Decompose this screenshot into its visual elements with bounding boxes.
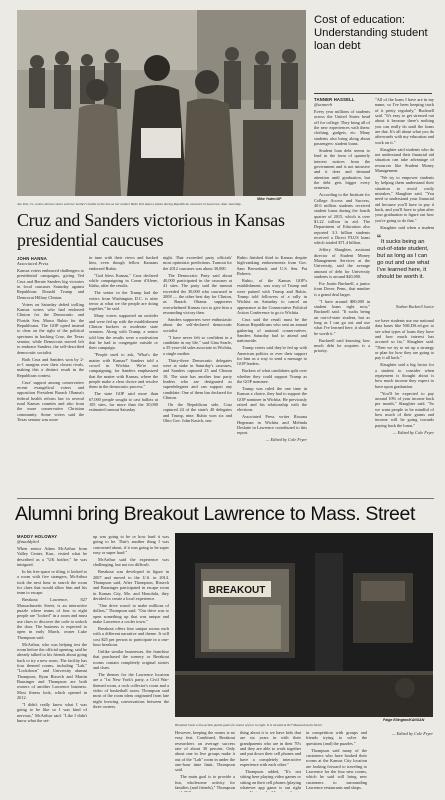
caucus-column-1 [17, 268, 84, 496]
caucus-paragraph: Kansas voters embraced challengers to presidential campaigns, giving Ted Cruz and Bernie Sanders big victories in local caucuses Saturday against Republican Donald Trump and Democrat Hillary Clinton. [17, 268, 84, 300]
breakout-byline-role: @maddyhol [17, 539, 40, 544]
sidebar-paragraph: Every year millions of students across the United States head off for college. They bring all of the new experiences with them: clothing, gadgets, etc. Many students also bring along about passengers: student loans. [314, 109, 370, 147]
sidebar-paragraph: Slaughter said students who do not understand their financial aid situation can take advantage of resources like Student Money Management. [375, 146, 434, 174]
breakout-column-3 [175, 730, 235, 792]
caucus-photo-image [17, 10, 306, 196]
caucus-paragraph: The state GOP said more than 67,000 people sought to cast ballots at 105 sites, far more than the 30,000 estimated turnout Saturday [89, 391, 158, 413]
caucus-paragraph: Rubio, of the Kansas GOP's establishment, was wary of Trump and were pained with Trump and Rubio. Trump told followers of a rally in Wichita on Saturday to cancel an appearance at the Conservative Political Action Conference to go to Wichita. [237, 277, 307, 316]
breakout-paragraph: Thompson said many of the customers who have booked their rooms at the Kansas City location are looking forward to traveling to Lawrence for the four new rooms, which he said will bring new customers to surrounding Lawrence restaurants and shops. [306, 747, 367, 791]
sidebar-headline: Cost of education: Understanding student loan debt [314, 14, 428, 53]
caucus-photo-caption: Jan Tutt, 31, center, dresses shoes with her mother's ballot in the box as her mother Belle Tutt takes a photo during Republican caucuses in Lawrence, Kan. Saturday. [17, 202, 242, 206]
breakout-column-4 [240, 730, 301, 792]
caucus-paragraph: night. That exceeded party officials' most optimistic predictions. Turnout for the 2012 caucuses was about 30,000. [163, 255, 232, 271]
sidebar-paragraph: "We try to empower students by helping them understand their situation to avoid costly mistakes," Slaughter said. "You need to understand your financial aid because you'll have to pay it back, and you'll have to plan after your graduation to figure out how you're going to do that." [375, 175, 434, 223]
caucus-paragraph: Rubio finished third in Kansas despite high-ranking endorsements from Gov. Sam Brownback and U.S. Sen. Pat Roberts. [237, 255, 307, 277]
caucus-paragraph: Backers of what candidates split over whether they could support Trump as the GOP nominee. [237, 368, 307, 384]
sidebar-paragraph: Jeffery Slaughter, assistant director of Student Money Management Services at the University, said the average amount of debt for University students is around $20,000. [314, 247, 370, 280]
breakout-paragraph: In his free space or tiling, it looked to a room with five strangers, McArthur took the next hour to search the room for clues that would allow him and his team to escape. [17, 568, 87, 596]
caucus-paragraph: The Democratic Party said about 40,000 participated in the caucuses at 41 sites. The party said the turnout exceeded the 30,000 who caucused in 2008 — the other best day for Clinton, as Barack Obama supporters overwhelmed Kansas two to give him a resounding victory then. [163, 272, 232, 316]
breakout-paragraph: Unlike similar businesses, the franchise that purchased the scenery or Breakout rooms contain completely original stories and clues. [93, 648, 169, 670]
caucus-column-2 [89, 255, 158, 496]
sidebar-edited-by: — Edited by Cole Fryer [392, 429, 434, 435]
caucus-paragraph: "I have never felt so confident in a candidate in my life," said Gina Searle, a 35-year-old sales associate in Wichita, a single mother. [163, 334, 232, 356]
breakout-photo-credit: Paige Ellington/KANSAN [383, 718, 425, 722]
breakout-byline-name: MADDY HOLOWAY [17, 534, 58, 539]
sidebar-paragraph: we have students use our national data bases like NSLDS.ed.gov to see what types of loans they have and how much interest has accrued so far," Slaughter said. "Then we try to set up a strategy or plan for how they are going to pay it all back." [375, 318, 434, 361]
caucus-headline: Cruz and Sanders victorious in Kansas presidential caucuses [17, 210, 285, 250]
breakout-paragraph: McArthur, who was helping test the room before the official opening, said he already talked to his friends about going back to try a new room. The facility has four themed rooms, including "Lab," "Lockdown" and University alumni Thompson, Ryan Bissech and Martin Bausinger and Thompson are both owners of another Lawrence business. Most fitness look, which opened in 2012. [17, 641, 87, 701]
sidebar-divider [314, 93, 432, 94]
breakout-paragraph: Thompson added, "It's not sitting here playing video games or sitting on their cell phones (playing whatever app game is out right [240, 769, 301, 791]
sidebar-column-1 [314, 109, 370, 496]
breakout-column-1 [17, 546, 87, 792]
quote-mark-icon: “ [377, 232, 381, 246]
sidebar-column-2 [375, 97, 434, 231]
breakout-paragraph: When senior Adam McArthur from Valley Center, Kan., visited what he described as a "UK hotfire," he was intrigued. [17, 546, 87, 568]
breakout-byline [17, 534, 87, 544]
breakout-paragraph: Breakout Lawrence, 827 Massachusetts Street, is an interactive puzzle where teams of four to eight people are "locked" in a room and must use clues to discover the code to unlock the door. The business is expected to open in early March, owner Luke Thompson said. [17, 597, 87, 640]
caucus-paragraph: Trump was ruled the one time in Kansas a choice, they had to support the GOP nominee in Wichita. He previously raised and his relationship with the elections. [237, 385, 307, 413]
caucus-paragraph: Associated Press writer Roxana Hegeman in Wichita and Melinda Deslatte in Lawrence contributed to this report. [237, 414, 307, 436]
caucus-paragraph: Cruz said the result must be the Kansas Republicans who sent an annual gathering of national conservatives. Sanders Saturday had to attend and nationwide. [237, 316, 307, 344]
breakout-paragraph: in competition with groups and friends trying to solve the questions (and) the puzzles." [306, 730, 367, 746]
caucus-paragraph: "God bless Kansas," Cruz declared while campaigning in Coeur d'Alene, Idaho, after the results. [89, 272, 158, 289]
caucus-paragraph: Both Cruz and Sanders won by 2-to-1 margins over their closest rivals, making this a distinct result in the Republican contest. [17, 356, 84, 378]
sidebar-column-3 [375, 318, 434, 496]
caucus-paragraph: Thirty-three Democratic delegates were at stake in Saturday's caucuses, and Sanders captured 23 and Clinton 10. The state has another four party leaders who are designated as superdelegates and can support any candidate. One of them has declared for Clinton. [163, 357, 232, 400]
breakout-edited-by: — Edited by Cole Fryer [391, 731, 433, 736]
breakout-paragraph: Breakout offers four unique rooms each with a different narrative and theme. It will cost $25 per person to participate in a one-hour breakout. [93, 625, 169, 647]
section-divider [17, 498, 434, 499]
sidebar-paragraph: Student loan debt seems to lend in the form of quarterly interest notices from the government and is not intrusive and it does and demand attention until graduation, but the debt gets bigger every semester. [314, 148, 370, 191]
pullquote-attribution: Nathan Bucknell Junior [395, 304, 434, 309]
sidebar-paragraph: "You'll be expected to pay around 10% of your income back per month," Slaughter said. "So we want people to be mindful of how much of their grants and income will be going towards paying back the loans." [375, 390, 434, 428]
breakout-paragraph: However, keeping the rooms is no easy feat. Combined, Breakout researchers an average success rate of about 30 percent. Only about one in five groups make it out of the "Lab" room in under the one-hour time limit, Thompson said. [175, 730, 235, 773]
caucus-paragraph: Cruz' support among conservative recent evangelical voters and opposition President Barack Obama's federal health reform law in several rural Kansas counties and also from the more conservative Christian community. Some voters said the Texas senator was more [17, 379, 84, 423]
sidebar-byline-name: TANNER HASSELL [314, 97, 355, 102]
caucus-byline-name: JOHN HANNA [17, 256, 47, 261]
breakout-column-2 [93, 534, 169, 792]
breakout-paragraph: up was going to be or how hard it was going to be. That's another thing I was concerned about, if it was going to be super easy or super hard." [93, 534, 169, 556]
caucus-paragraph: Sanders supporters were enthusiastic about the self-declared democratic socialist. [163, 316, 232, 333]
breakout-paragraph: The main goal is to provide a fun, wholesome activity for families (and friends)," Thompson [175, 774, 235, 791]
caucus-paragraph: Voters on Saturday defied trolling Kansas voters who had endorsed Clinton for the Democratic and Florida Sen. Marco Rubio for the Republicans. The GOP opted instead to clear on the right of the political spectrum in backing Cruz, the Texas senator, while Democrats moved left to embrace Sanders, the self-described democratic socialist. [17, 301, 84, 355]
breakout-column-5 [306, 730, 367, 792]
breakout-paragraph: thing about it is we have kids that are six years in with their grandparents who are in their 70's and they are able to work together and put down their cell phones and have a completely interactive experience with each other." [240, 730, 301, 768]
breakout-paragraph: The themes for the Lawrence location are a "1st New York's party, a Civil War-themed room, a rock collector's room and a video of basketball room. Thompson said most of the room ideas originated from late night brewing conversations between the three owners. [93, 671, 169, 709]
caucus-photo-credit: Mike Yoder/AP [257, 197, 282, 201]
breakout-photo-image [175, 533, 433, 717]
caucus-column-3 [163, 255, 232, 496]
caucus-column-4 [237, 255, 307, 496]
breakout-column-6 [372, 730, 433, 792]
breakout-photo-caption: Breakout hosts a live-action puzzle game for teams of four to eight. It is located at 827 Massachusetts Street. [175, 723, 323, 727]
breakout-photo [175, 533, 433, 717]
breakout-headline: Alumni bring Breakout Lawrence to Mass. Street [15, 503, 415, 525]
caucus-byline [17, 256, 84, 266]
caucus-paragraph: in tune with their views and backed him, even though fellow Kansans endorsed Rubio. [89, 255, 158, 271]
caucus-paragraph: On the Republican side, Cruz captured 24 of the state's 40 delegates and Trump, nine. Rubio won six and Ohio Gov. John Kasich, one. [163, 401, 232, 423]
sidebar-paragraph: Slaughter said a big factor for a student to consider when repayment is thought about is how much income they expect to have upon graduation. [375, 362, 434, 389]
caucus-paragraph: Trump voters said they're fed up with American politics or ever their support for him as a way to send a message to GOP leaders. [237, 345, 307, 367]
sidebar-paragraph: For Justin Bucknell, a junior from Dover, Penn., that number is a grand deal larger. [314, 281, 370, 297]
caucus-paragraph: The senior in the Trump had the voters from Washington D.C. is utter terror at what we the people are doing together," he said. [89, 290, 158, 312]
sidebar-paragraph: According to the Institute for College Access and Success, 40.6 million students received student loans during the fourth quarter of 2015, which is over $1.22 trillion in aid. The Department of Education also reported 3.3 billion students received a Direct PLUS loans which totaled $71.4 billion. [314, 192, 370, 246]
caucus-photo [17, 10, 306, 196]
sidebar-paragraph: "All of the loans I have are in my name, so I've been keeping track of it pretty regularly," Bucknell said. "It's easy to get stressed out about it because there's nothing you can really do until the loans are due. It's all about what you do afterwards with my education and work on it." [375, 97, 434, 145]
sidebar-paragraph: Bucknell said knowing how much debt he acquires is a priority. [314, 337, 370, 354]
sidebar-byline [314, 97, 370, 107]
pullquote-text: It sucks being an out-of-state student, but as long as I can go out and use what I've learned here, it should be worth it. [377, 239, 430, 280]
breakout-paragraph: McArthur said the experience was challenging, but not too difficult. [93, 556, 169, 568]
breakout-paragraph: "I didn't really know what I was going to be like so I was kind of nervous," McArthur said. "Like I didn't know what the set- [17, 702, 87, 724]
caucus-paragraph: "People used to ask, 'What's the matter with Kansas?' Sanders told a crowd in Wichita. We're not campaigning, for Sanders emphasized that the matter with Kansas, where the people make a clear choice and resolve them in the democratic process." [89, 352, 158, 390]
sidebar-pullquote [377, 232, 434, 281]
sidebar-paragraph: "I have around $80,000 in student loans right now," Bucknell said. "It sucks being an out-of-state student, but as long as I can go out and use what I've learned here, it should be worth it." [314, 298, 370, 336]
sidebar-byline-role: @tannerh [314, 102, 333, 107]
breakout-sign-text: BREAKOUT [208, 585, 266, 596]
sidebar-paragraph: Slaughter said when a student [380, 224, 434, 230]
caucus-paragraph: Many voters supported an outsider and were fed up with the establishment Clinton backers or moderate state senators. Along with Trump, a senior told him the results were a motivation that he had to congregate outside or their campaign. [89, 313, 158, 351]
breakout-paragraph: "One drive wasn't to make millions of dollars," Thompson said. "Our drive was to open something up that was unique and make Lawrence a cooler town." [93, 602, 169, 624]
caucus-edited-by: — Edited by Cole Fryer [265, 437, 307, 443]
caucus-byline-role: Associated Press [17, 261, 49, 266]
breakout-paragraph: Breakout was developed in figure in 2007 and moved to the U.S. in 2014. Thompson said, After Thompson, Bissech and Bausinger participated in escape room in Kansas City, Mo. and Honolulu, they decided to create a local experience. [93, 569, 169, 601]
